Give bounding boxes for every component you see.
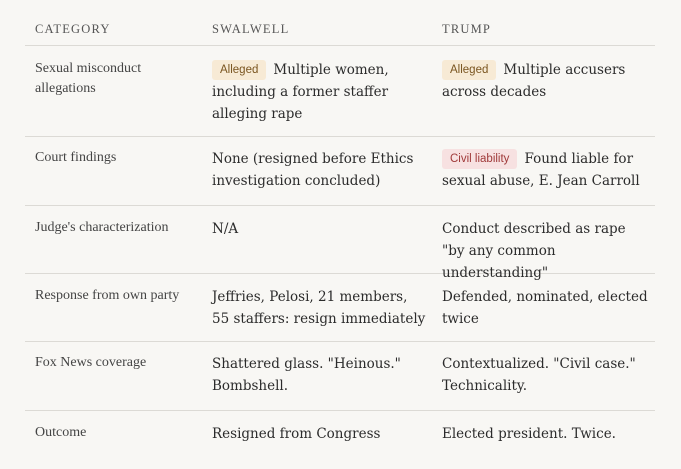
swalwell-cell: [202, 148, 432, 205]
trump-text: Elected president. Twice.: [442, 426, 616, 442]
swalwell-cell: [202, 423, 432, 457]
row-category-label: Outcome: [35, 425, 87, 440]
row-category-label: Response from own party: [35, 288, 180, 303]
alleged-badge: Alleged: [212, 60, 266, 80]
table-row-fox-news-coverage: [25, 342, 655, 411]
swalwell-cell: [202, 353, 432, 410]
swalwell-cell: [202, 286, 432, 341]
table-row-judges-characterization: [25, 206, 655, 281]
swalwell-text: Shattered glass. "Heinous." Bombshell.: [212, 356, 401, 394]
swalwell-text: N/A: [212, 221, 239, 237]
header-category: CATEGORY: [35, 22, 111, 36]
trump-cell: [432, 59, 655, 136]
table-row-party-response: [25, 274, 655, 342]
table-header-row: [25, 12, 655, 46]
row-category-label: Court findings: [35, 150, 117, 165]
table-row-outcome: [25, 411, 655, 457]
trump-text: Defended, nominated, elected twice: [442, 289, 648, 327]
civil-liability-badge: Civil liability: [442, 149, 517, 169]
trump-cell: [432, 353, 655, 410]
comparison-table: [25, 12, 655, 457]
header-swalwell: SWALWELL: [212, 22, 290, 36]
swalwell-cell: [202, 218, 432, 273]
table-row-sexual-misconduct: [25, 46, 655, 137]
row-category-label: Judge's characterization: [35, 220, 169, 235]
trump-text: Found liable for sexual abuse, E. Jean Carroll: [442, 151, 640, 189]
trump-text: Conduct described as rape "by any common understanding": [442, 221, 626, 281]
table-row-court-findings: [25, 137, 655, 206]
swalwell-cell: [202, 59, 432, 136]
trump-text: Multiple accusers across decades: [442, 62, 626, 100]
trump-cell: [432, 423, 655, 457]
header-trump: TRUMP: [442, 22, 492, 36]
alleged-badge: Alleged: [442, 60, 496, 80]
swalwell-text: Multiple women, including a former staffer alleging rape: [212, 62, 389, 122]
trump-text: Contextualized. "Civil case." Technicality.: [442, 356, 636, 394]
row-category-label: Sexual misconduct allegations: [35, 61, 142, 96]
swalwell-text: Resigned from Congress: [212, 426, 381, 442]
row-category-label: Fox News coverage: [35, 355, 147, 370]
swalwell-text: None (resigned before Ethics investigation concluded): [212, 151, 414, 189]
trump-cell: [432, 218, 655, 281]
trump-cell: [432, 286, 655, 341]
trump-cell: [432, 148, 655, 205]
swalwell-text: Jeffries, Pelosi, 21 members, 55 staffers: resign immediately: [212, 289, 426, 327]
